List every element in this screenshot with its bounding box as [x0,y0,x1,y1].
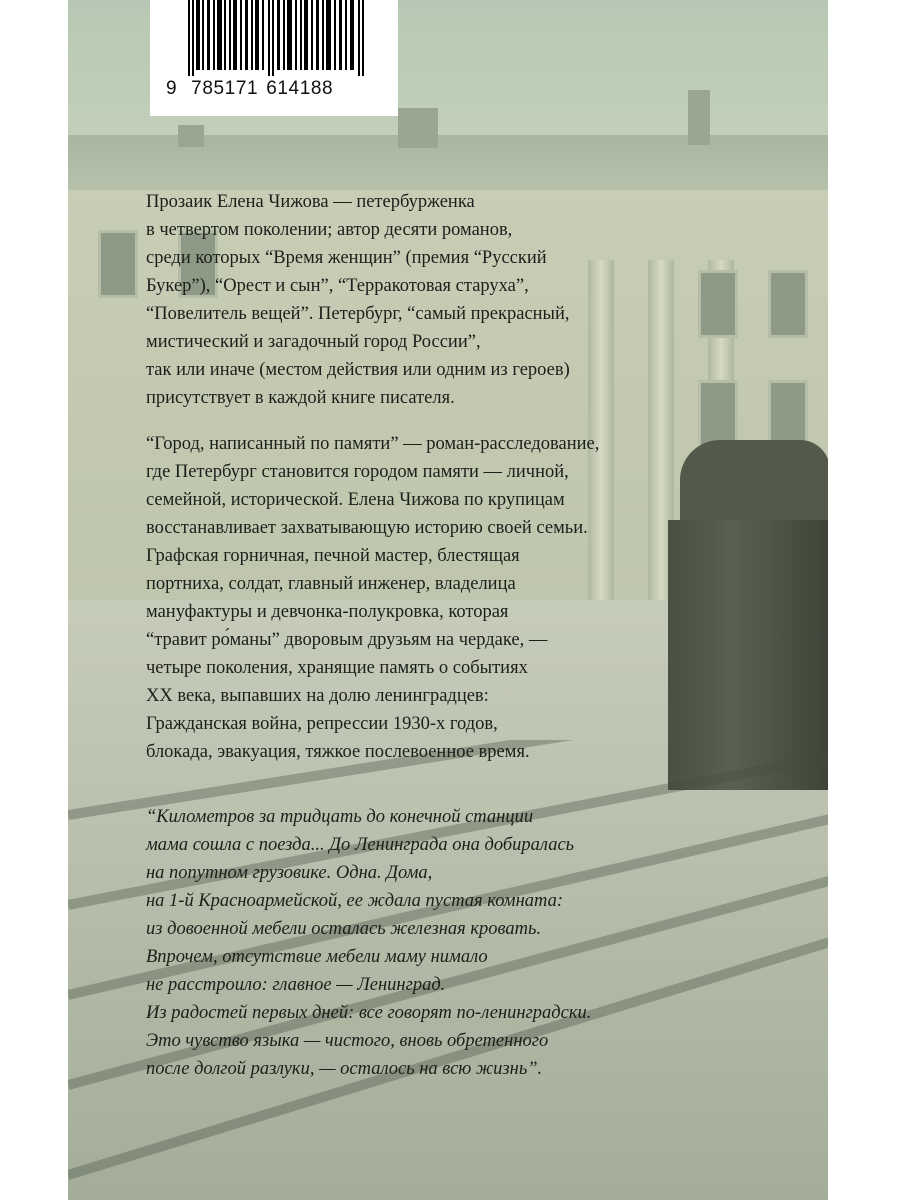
building-window [768,270,808,338]
book-quote [146,803,646,1083]
chimney [398,108,438,148]
quote-line: не расстроило: главное — Ленинград. [146,975,446,995]
monument-pedestal-top [680,440,828,530]
quote-line: на попутном грузовике. Одна. Дома, [146,863,433,883]
text-line: Гражданская война, репрессии 1930-х годов, [146,714,498,734]
isbn-group-2: 614188 [266,78,334,99]
text-line: мистический и загадочный город России”, [146,332,481,352]
quote-line: после долгой разлуки, — осталось на всю жизнь”. [146,1059,543,1079]
text-line: блокада, эвакуация, тяжкое послевоенное время. [146,742,530,762]
text-line: семейной, исторической. Елена Чижова по крупицам [146,490,565,510]
isbn-number [166,78,390,100]
building-window [698,270,738,338]
text-line: мануфактуры и девчонка-полукровка, которая [146,602,509,622]
isbn-group-1: 785171 [191,78,259,99]
text-line: “Город, написанный по памяти” — роман-расследование, [146,434,600,454]
text-line: в четвертом поколении; автор десяти романов, [146,220,513,240]
barcode-label [150,0,398,116]
quote-line: на 1-й Красноармейской, ее ждала пустая комната: [146,891,564,911]
text-line: портниха, солдат, главный инженер, владелица [146,574,516,594]
text-line: где Петербург становится городом памяти — личной, [146,462,569,482]
text-line: четыре поколения, хранящие память о событиях [146,658,528,678]
text-line: “травит ро́маны” дворовым друзьям на чердаке, — [146,630,548,650]
quote-line: мама сошла с поезда... До Ленинграда она добиралась [146,835,575,855]
text-line: среди которых “Время женщин” (премия “Русский [146,248,547,268]
text-line: XX века, выпавших на долю ленинградцев: [146,686,489,706]
about-book-paragraph [146,430,646,766]
text-line: Графская горничная, печной мастер, блестящая [146,546,520,566]
text-line: Букер”), “Орест и сын”, “Терракотовая старуха”, [146,276,529,296]
text-line: присутствует в каждой книге писателя. [146,388,455,408]
about-author-paragraph [146,188,646,412]
quote-line: Из радостей первых дней: все говорят по-ленинградски. [146,1003,592,1023]
text-line: так или иначе (местом действия или одним из героев) [146,360,570,380]
building-window [98,230,138,298]
quote-line: “Километров за тридцать до конечной станции [146,807,534,827]
building-window [768,380,808,448]
text-line: “Повелитель вещей”. Петербург, “самый прекрасный, [146,304,570,324]
barcode-icon [188,0,364,76]
chimney [178,125,204,147]
text-line: Прозаик Елена Чижова — петербурженка [146,192,475,212]
chimney [688,90,710,145]
quote-line: Это чувство языка — чистого, вновь обретенного [146,1031,549,1051]
building-window [698,380,738,448]
text-line: восстанавливает захватывающую историю своей семьи. [146,518,588,538]
isbn-prefix: 9 [166,78,178,99]
quote-line: Впрочем, отсутствие мебели маму нимало [146,947,488,967]
quote-line: из довоенной мебели осталась железная кровать. [146,919,542,939]
